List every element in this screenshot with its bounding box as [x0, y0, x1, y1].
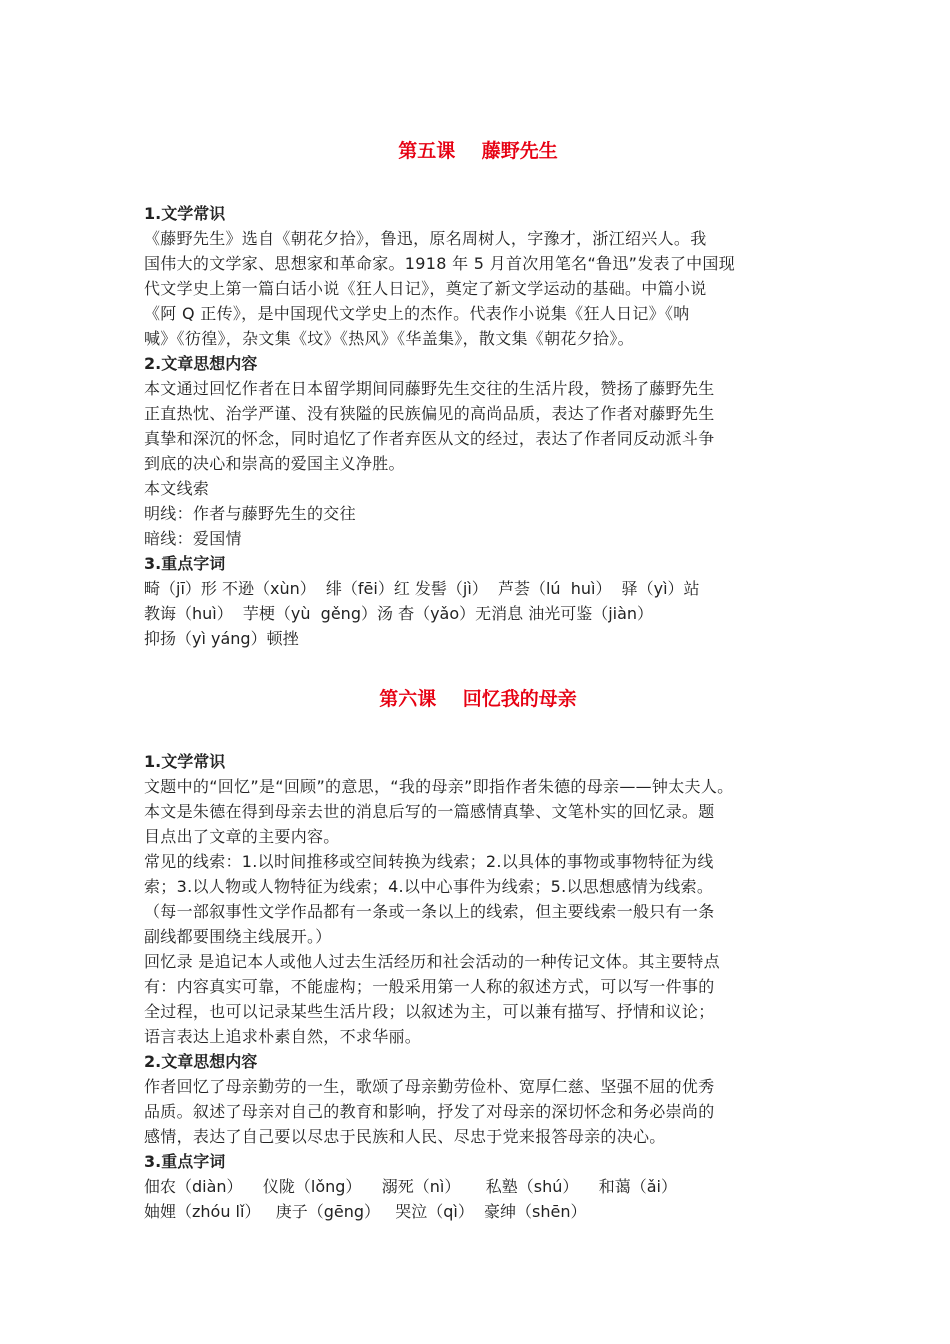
lesson-5-literary-line: 喊》《彷徨》，杂文集《坟》《热风》《华盖集》，散文集《朝花夕拾》。 [144, 329, 634, 348]
lesson-6-theme-line: 作者回忆了母亲勤劳的一生，歌颂了母亲勤劳俭朴、宽厚仁慈、坚强不屈的优秀 [144, 1077, 715, 1096]
lesson-5-literary-line: 国伟大的文学家、思想家和革命家。1918 年 5 月首次用笔名“鲁迅”发表了中国现 [144, 254, 736, 273]
lesson-5-explicit-clue: 明线：作者与藤野先生的交往 [144, 504, 356, 523]
lesson-6-vocab-line: 妯娌（zhóu lǐ） 庚子（gēng） 哭泣（qì） 豪绅（shēn） [144, 1202, 587, 1221]
lesson-6-literary-line: 文题中的“回忆”是“回顾”的意思，“我的母亲”即指作者朱德的母亲——钟太夫人。 [144, 777, 734, 796]
lesson-6-literary-line: 常见的线索：1.以时间推移或空间转换为线索；2.以具体的事物或事物特征为线 [144, 852, 714, 871]
lesson-5-vocab-heading: 3.重点字词 [144, 554, 226, 573]
lesson-5-theme-line: 本文通过回忆作者在日本留学期间同藤野先生交往的生活片段，赞扬了藤野先生 [144, 379, 715, 398]
lesson-6-literary-line: 全过程，也可以记录某些生活片段；以叙述为主，可以兼有描写、抒情和议论； [144, 1002, 715, 1021]
lesson-6-literary-line: 索；3.以人物或人物特征为线索；4.以中心事件为线索；5.以思想感情为线索。 [144, 877, 714, 896]
lesson-6-literary-line: （每一部叙事性文学作品都有一条或一条以上的线索，但主要线索一般只有一条 [144, 902, 715, 921]
lesson-6-literary-line: 目点出了文章的主要内容。 [144, 827, 340, 846]
lesson-5-theme-line: 到底的决心和崇高的爱国主义净胜。 [144, 454, 405, 473]
lesson-6-literary-line: 本文是朱德在得到母亲去世的消息后写的一篇感情真挚、文笔朴实的回忆录。题 [144, 802, 715, 821]
lesson-5-vocab-line: 教诲（huì） 芋梗（yù gěng）汤 杳（yǎo）无消息 油光可鉴（jiàn） [144, 604, 654, 623]
lesson-6-vocab-line: 佃农（diàn） 仪陇（lǒng） 溺死（nì） 私塾（shú） 和蔼（ǎi） [144, 1177, 677, 1196]
lesson-5-theme-line: 正直热忱、治学严谨、没有狭隘的民族偏见的高尚品质，表达了作者对藤野先生 [144, 404, 715, 423]
title-spacer [144, 714, 812, 749]
lesson-6-theme-heading: 2.文章思想内容 [144, 1052, 258, 1071]
lesson-5-implicit-clue: 暗线：爱国情 [144, 529, 242, 548]
lesson-6-literary-line: 副线都要围绕主线展开。） [144, 927, 332, 946]
lesson-6-literary-line: 语言表达上追求朴素自然，不求华丽。 [144, 1027, 422, 1046]
lesson-6-theme-line: 感情，表达了自己要以尽忠于民族和人民、尽忠于党来报答母亲的决心。 [144, 1127, 666, 1146]
lesson-5-title: 第五课 藤野先生 [398, 140, 558, 162]
lesson-6-literary-line: 有：内容真实可靠，不能虚构；一般采用第一人称的叙述方式，可以写一件事的 [144, 977, 715, 996]
lesson-5-literary-line: 代文学史上第一篇白话小说《狂人日记》，奠定了新文学运动的基础。中篇小说 [144, 279, 707, 298]
lesson-5-literary-line: 《藤野先生》选自《朝花夕拾》，鲁迅，原名周树人，字豫才，浙江绍兴人。我 [144, 229, 707, 248]
lesson-5-theme-heading: 2.文章思想内容 [144, 354, 258, 373]
lesson-5-theme-line: 真挚和深沉的怀念，同时追忆了作者弃医从文的经过，表达了作者同反动派斗争 [144, 429, 715, 448]
lesson-5-literary-knowledge-heading: 1.文学常识 [144, 204, 226, 223]
lesson-5-vocab-line: 抑扬（yì yáng）顿挫 [144, 629, 299, 648]
lesson-5-section [144, 136, 812, 651]
lesson-6-vocab-heading: 3.重点字词 [144, 1152, 226, 1171]
lesson-6-title: 第六课 回忆我的母亲 [379, 688, 577, 710]
lesson-6-section [144, 684, 812, 1224]
lesson-6-literary-knowledge-heading: 1.文学常识 [144, 752, 226, 771]
lesson-5-vocab-line: 畸（jī）形 不逊（xùn） 绯（fēi）红 发髻（jì） 芦荟（lú huì） 驿（yì）站 [144, 579, 700, 598]
lesson-5-clue-label: 本文线索 [144, 479, 210, 498]
lesson-6-theme-line: 品质。叙述了母亲对自己的教育和影响，抒发了对母亲的深切怀念和务必崇尚的 [144, 1102, 715, 1121]
lesson-5-literary-line: 《阿 Q 正传》，是中国现代文学史上的杰作。代表作小说集《狂人日记》《呐 [144, 304, 690, 323]
lesson-6-literary-line: 回忆录 是追记本人或他人过去生活经历和社会活动的一种传记文体。其主要特点 [144, 952, 720, 971]
title-spacer [144, 166, 812, 201]
